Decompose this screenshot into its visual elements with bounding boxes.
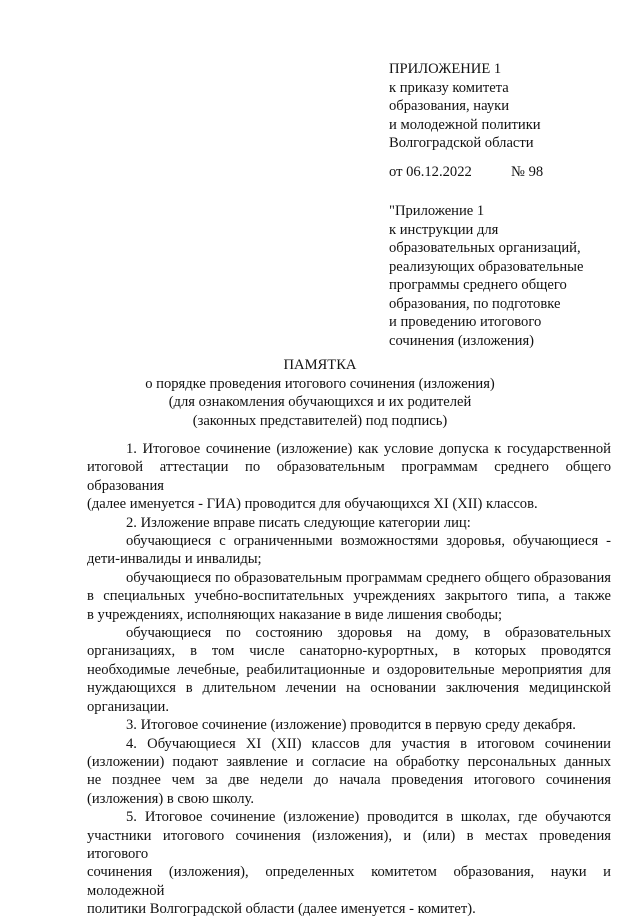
header-line: ПРИЛОЖЕНИЕ 1 [389,61,502,77]
body-line: 2. Изложение вправе писать следующие категории лиц: [126,514,471,531]
body-line: организации. [87,698,169,715]
body-line: (изложении) подают заявление и согласие на обработку персональных данных [87,753,611,770]
appendix-reference [389,202,624,350]
body-line: обучающиеся по образовательным программам среднего общего образования [126,569,611,586]
body-line: (изложения) в свою школу. [87,790,254,807]
header-line: образования, науки [389,98,510,114]
header-line: к приказу комитета [389,79,509,96]
body-line: нуждающихся в длительном лечении на основании заключения медицинской [87,680,611,697]
header-line: Волгоградской области [389,135,534,151]
body-line: дети-инвалиды и инвалиды; [87,551,262,568]
appendix-line: и проведению итогового [389,314,542,330]
title-line: (для ознакомления обучающихся и их родителей [168,394,472,410]
body-line: не позднее чем за две недели до начала проведения итогового сочинения [87,772,611,789]
order-date: от 06.12.2022 [389,164,472,180]
appendix-line: к инструкции для [389,221,499,238]
body-line: организациях, в том числе санаторно-курортных, в которых проводятся [87,643,611,660]
document-body [87,440,611,919]
body-line: (далее именуется - ГИА) проводится для обучающихся XI (XII) классов. [87,496,538,513]
body-line: 5. Итоговое сочинение (изложение) проводится в школах, где обучаются [126,809,611,826]
order-header [389,60,624,153]
appendix-line: сочинения (изложения) [389,332,535,349]
body-line: в учреждениях, исполняющих наказание в виде лишения свободы; [87,606,503,623]
order-number: № 98 [511,164,544,180]
body-line: сочинения (изложения), определенных комитетом образования, науки и молодежной [87,864,611,899]
title-heading: ПАМЯТКА [283,357,357,373]
body-line: в специальных учебно-воспитательных учреждениях закрытого типа, а также [87,588,611,605]
body-line: обучающиеся с ограниченными возможностями здоровья, обучающиеся - [126,533,611,550]
appendix-line: образования, по подготовке [389,295,561,312]
appendix-line: "Приложение 1 [389,203,485,219]
body-line: итоговой аттестации по образовательным программам среднего общего образования [87,459,611,494]
header-line: и молодежной политики [389,116,541,133]
appendix-line: образовательных организаций, [389,240,581,256]
body-line: обучающиеся по состоянию здоровья на дому, в образовательных [126,625,611,642]
title-line: о порядке проведения итогового сочинения (изложения) [145,375,495,392]
body-line: политики Волгоградской области (далее именуется - комитет). [87,901,476,918]
body-line: участники итогового сочинения (изложения), и (или) в местах проведения итогового [87,827,611,862]
appendix-line: реализующих образовательные [389,258,584,275]
body-line: 4. Обучающиеся XI (XII) классов для участия в итоговом сочинении [126,735,611,752]
order-date-number [389,164,544,181]
body-line: необходимые лечебные, реабилитационные и оздоровительные мероприятия для [87,661,611,678]
appendix-line: программы среднего общего [389,277,567,293]
document-title [0,356,640,430]
title-line: (законных представителей) под подпись) [192,412,448,429]
body-line: 3. Итоговое сочинение (изложение) проводится в первую среду декабря. [126,717,576,734]
body-line: 1. Итоговое сочинение (изложение) как условие допуска к государственной [126,441,611,457]
